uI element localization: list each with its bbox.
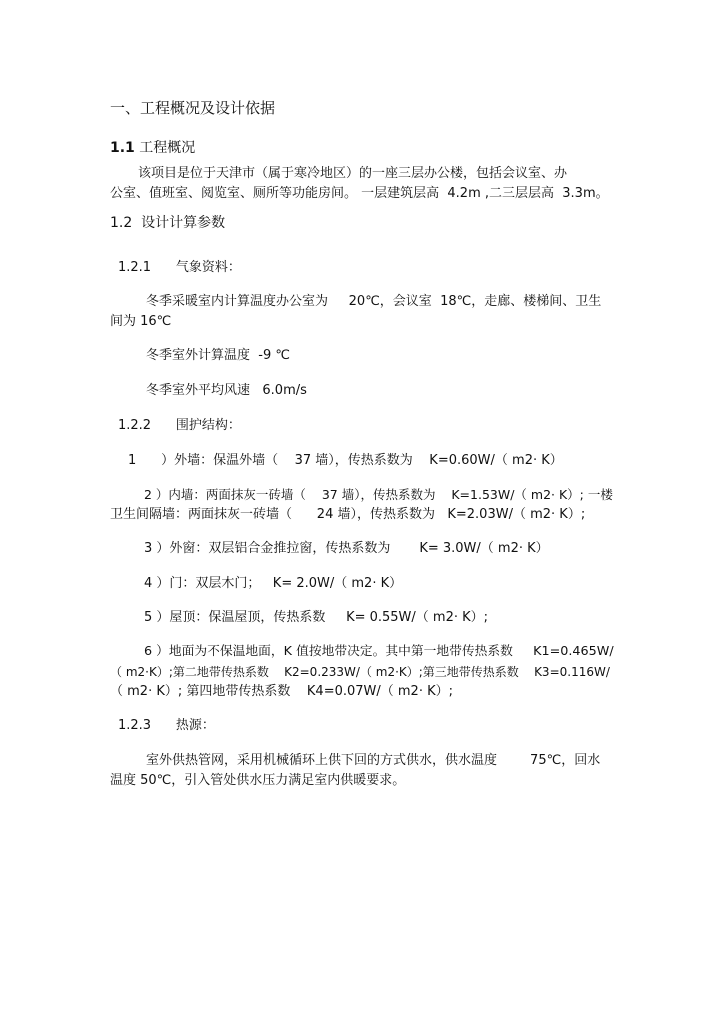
weather-line-1: 冬季采暖室内计算温度办公室为 20℃，会议室 18℃，走廊、楼梯间、卫生 [146,294,602,309]
section-1-1-number: 1.1 [110,140,135,156]
sub-1-2-3-label: 1.2.3 热源： [118,718,215,733]
weather-line-3: 冬季室外计算温度 -9 ℃ [146,348,290,363]
envelope-item-2-line-1: 2 ）内墙：两面抹灰一砖墙（ 37 墙），传热系数为 K=1.53W/（ m2· K）; 一楼 [144,487,613,502]
sub-1-2-1-label: 1.2.1 气象资料： [118,260,241,275]
weather-line-4: 冬季室外平均风速 6.0m/s [146,383,307,398]
envelope-item-6-line-2: （ m2·K）;第二地带传热系数 K2=0.233W/（ m2·K）;第三地带传热系数 K3=0.116W/ [110,665,610,679]
section-1-1-title [110,140,195,157]
envelope-item-3: 3 ）外窗：双层铝合金推拉窗，传热系数为 K= 3.0W/（ m2· K） [144,541,549,556]
section-1-1-text: 工程概况 [139,140,196,156]
sub-1-2-2-label: 1.2.2 围护结构： [118,418,241,433]
page-heading: 一、工程概况及设计依据 [110,99,276,117]
section-1-2-title: 1.2 设计计算参数 [110,215,226,231]
overview-line-2: 公室、值班室、阅览室、厕所等功能房间。 一层建筑层高 4.2m ,二三层层高 3.3m。 [110,186,609,201]
envelope-item-6-line-3: （ m2· K）; 第四地带传热系数 K4=0.07W/（ m2· K）; [110,684,454,699]
envelope-item-5: 5 ）屋顶：保温屋顶，传热系数 K= 0.55W/（ m2· K）; [144,610,489,625]
envelope-item-6-line-1: 6 ）地面为不保温地面，K 值按地带决定。其中第一地带传热系数 K1=0.465W/ [144,644,614,659]
envelope-item-2-line-2: 卫生间隔墙：两面抹灰一砖墙（ 24 墙），传热系数为 K=2.03W/（ m2· K）; [110,507,586,522]
heat-source-line-1: 室外供热管网，采用机械循环上供下回的方式供水，供水温度 75℃，回水 [146,753,601,768]
heat-source-line-2: 温度 50℃，引入管处供水压力满足室内供暖要求。 [110,773,406,788]
overview-line-1: 该项目是位于天津市（属于寒冷地区）的一座三层办公楼，包括会议室、办 [138,166,568,181]
weather-line-2: 间为 16℃ [110,314,172,329]
envelope-item-4: 4 ）门：双层木门； K= 2.0W/（ m2· K） [144,576,403,591]
envelope-item-1: 1 ）外墙：保温外墙（ 37 墙），传热系数为 K=0.60W/（ m2· K） [128,453,563,468]
